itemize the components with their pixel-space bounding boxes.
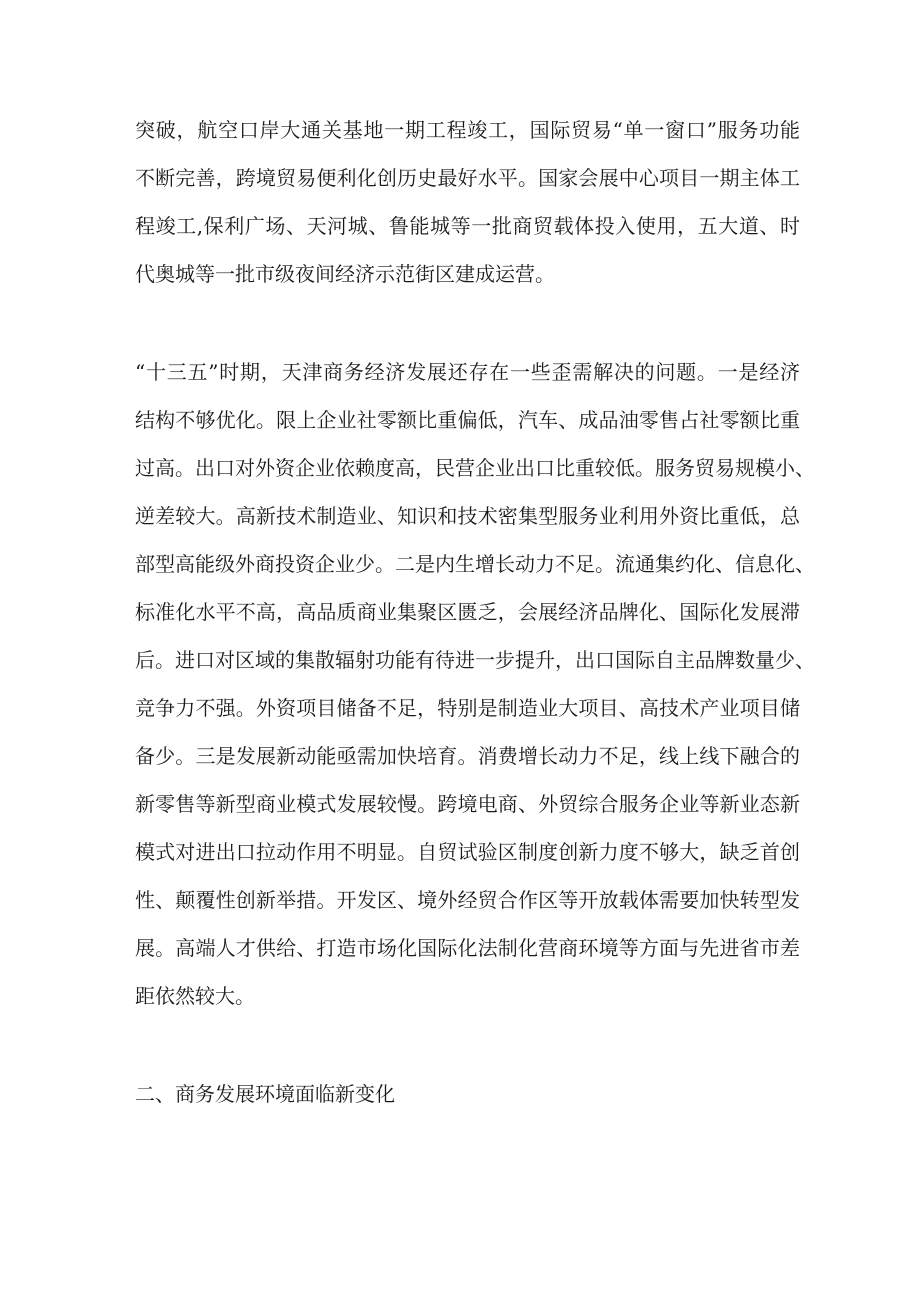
paragraph-2-line-6: 标准化水平不高，高品质商业集聚区匮乏，会展经济品牌化、国际化发展滞 [135, 600, 800, 624]
paragraph-2-line-4: 逆差较大。高新技术制造业、知识和技术密集型服务业利用外资比重低，总 [135, 504, 800, 528]
section-heading: 二、商务发展环境面临新变化 [135, 1082, 395, 1106]
paragraph-1-line-4: 代奥城等一批市级夜间经济示范街区建成运营。 [135, 262, 555, 286]
paragraph-1-line-3: 程竣工,保利广场、天河城、鲁能城等一批商贸载体投入使用，五大道、时 [135, 214, 800, 238]
paragraph-2-line-12: 性、颠覆性创新举措。开发区、境外经贸合作区等开放载体需要加快转型发 [135, 888, 800, 912]
paragraph-2-line-7: 后。进口对区域的集散辐射功能有待进一步提升，出口国际自主品牌数量少、 [135, 648, 815, 672]
paragraph-2-line-1: “十三五”时期，天津商务经济发展还存在一些歪需解决的问题。一是经济 [135, 360, 800, 384]
paragraph-1-line-1: 突破，航空口岸大通关基地一期工程竣工，国际贸易“单一窗口”服务功能 [135, 118, 800, 142]
paragraph-1-line-2: 不断完善，跨境贸易便利化创历史最好水平。国家会展中心项目一期主体工 [135, 166, 800, 190]
paragraph-2-line-8: 竞争力不强。外资项目储备不足，特别是制造业大项目、高技术产业项目储 [135, 696, 800, 720]
paragraph-2-line-3: 过高。出口对外资企业依赖度高，民营企业出口比重较低。服务贸易规模小、 [135, 456, 815, 480]
paragraph-2-line-10: 新零售等新型商业模式发展较慢。跨境电商、外贸综合服务企业等新业态新 [135, 792, 800, 816]
paragraph-2-line-5: 部型高能级外商投资企业少。二是内生增长动力不足。流通集约化、信息化、 [135, 552, 815, 576]
paragraph-2-line-11: 模式对进出口拉动作用不明显。自贸试验区制度创新力度不够大，缺乏首创 [135, 840, 800, 864]
paragraph-2-line-14: 距依然较大。 [135, 984, 255, 1008]
paragraph-2-line-13: 展。高端人才供给、打造市场化国际化法制化营商环境等方面与先进省市差 [135, 936, 800, 960]
paragraph-2-line-2: 结构不够优化。限上企业社零额比重偏低，汽车、成品油零售占社零额比重 [135, 408, 800, 432]
paragraph-2-line-9: 备少。三是发展新动能亟需加快培育。消费增长动力不足，线上线下融合的 [135, 744, 800, 768]
